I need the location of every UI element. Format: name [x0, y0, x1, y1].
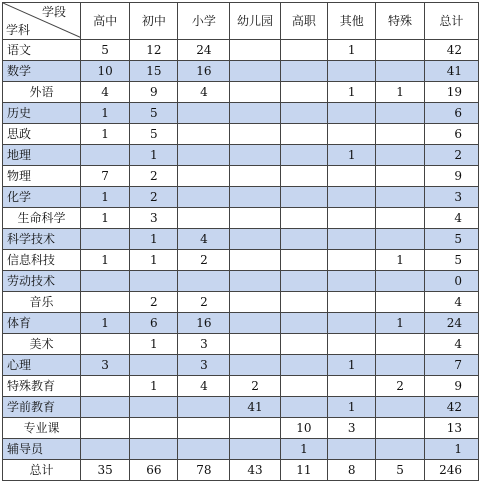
total-cell: 5 — [424, 229, 478, 250]
count-cell: 2 — [230, 376, 280, 397]
count-cell — [280, 208, 327, 229]
count-cell — [81, 418, 130, 439]
count-cell: 1 — [328, 82, 376, 103]
count-cell — [130, 418, 178, 439]
total-cell: 4 — [424, 334, 478, 355]
count-cell — [81, 439, 130, 460]
table-row — [3, 271, 479, 292]
count-cell — [328, 376, 376, 397]
count-cell — [280, 145, 327, 166]
count-cell — [178, 397, 230, 418]
table-row — [3, 397, 479, 418]
count-cell: 8 — [328, 460, 376, 481]
count-cell — [230, 40, 280, 61]
count-cell: 5 — [81, 40, 130, 61]
total-cell: 9 — [424, 376, 478, 397]
count-cell — [328, 313, 376, 334]
subject-cell: 劳动技术 — [3, 271, 81, 292]
count-cell: 35 — [81, 460, 130, 481]
count-cell — [328, 124, 376, 145]
count-cell: 9 — [130, 82, 178, 103]
count-cell: 15 — [130, 61, 178, 82]
count-cell: 5 — [130, 124, 178, 145]
count-cell — [376, 124, 424, 145]
subject-cell: 心理 — [3, 355, 81, 376]
count-cell: 1 — [81, 313, 130, 334]
count-cell — [328, 229, 376, 250]
count-cell: 2 — [130, 292, 178, 313]
count-cell — [280, 271, 327, 292]
count-cell: 1 — [328, 40, 376, 61]
count-cell — [178, 145, 230, 166]
count-cell: 3 — [178, 355, 230, 376]
total-cell: 0 — [424, 271, 478, 292]
count-cell — [178, 208, 230, 229]
total-cell: 7 — [424, 355, 478, 376]
count-cell: 16 — [178, 313, 230, 334]
column-header: 特殊 — [376, 3, 424, 40]
count-cell — [230, 124, 280, 145]
count-cell: 5 — [130, 103, 178, 124]
count-cell — [376, 355, 424, 376]
count-cell: 1 — [328, 355, 376, 376]
table-row — [3, 250, 479, 271]
column-header: 总计 — [424, 3, 478, 40]
count-cell — [230, 250, 280, 271]
count-cell — [230, 439, 280, 460]
count-cell — [81, 229, 130, 250]
count-cell — [376, 166, 424, 187]
count-cell: 10 — [81, 61, 130, 82]
count-cell: 2 — [130, 187, 178, 208]
count-cell — [328, 166, 376, 187]
table-row — [3, 292, 479, 313]
count-cell: 1 — [376, 250, 424, 271]
count-cell — [328, 292, 376, 313]
count-cell: 4 — [178, 82, 230, 103]
count-cell — [376, 208, 424, 229]
count-cell — [280, 250, 327, 271]
subject-cell: 科学技术 — [3, 229, 81, 250]
count-cell: 1 — [130, 250, 178, 271]
table-row — [3, 208, 479, 229]
total-cell: 42 — [424, 397, 478, 418]
count-cell — [280, 166, 327, 187]
total-row — [3, 460, 479, 481]
table-row — [3, 82, 479, 103]
count-cell — [376, 418, 424, 439]
table-row — [3, 313, 479, 334]
count-cell: 6 — [130, 313, 178, 334]
count-cell — [230, 271, 280, 292]
count-cell — [178, 271, 230, 292]
subject-cell: 物理 — [3, 166, 81, 187]
count-cell — [130, 397, 178, 418]
count-cell: 1 — [328, 397, 376, 418]
table-row — [3, 40, 479, 61]
count-cell: 4 — [178, 229, 230, 250]
count-cell — [230, 229, 280, 250]
total-cell: 3 — [424, 187, 478, 208]
count-cell — [328, 250, 376, 271]
count-cell — [328, 271, 376, 292]
count-cell — [376, 103, 424, 124]
subject-cell: 外语 — [3, 82, 81, 103]
count-cell: 1 — [328, 145, 376, 166]
total-cell: 24 — [424, 313, 478, 334]
count-cell — [376, 229, 424, 250]
count-cell — [376, 187, 424, 208]
count-cell: 1 — [376, 313, 424, 334]
count-cell: 2 — [130, 166, 178, 187]
total-cell: 5 — [424, 250, 478, 271]
count-cell — [81, 292, 130, 313]
count-cell — [376, 40, 424, 61]
corner-header-cell — [3, 3, 81, 40]
count-cell — [230, 418, 280, 439]
count-cell — [230, 355, 280, 376]
subject-cell: 辅导员 — [3, 439, 81, 460]
stage-axis-label: 学段 — [42, 5, 67, 19]
subject-cell: 信息科技 — [3, 250, 81, 271]
column-header: 其他 — [328, 3, 376, 40]
count-cell: 78 — [178, 460, 230, 481]
count-cell — [280, 397, 327, 418]
total-cell: 2 — [424, 145, 478, 166]
subject-cell: 数学 — [3, 61, 81, 82]
subject-cell: 特殊教育 — [3, 376, 81, 397]
count-cell — [230, 103, 280, 124]
count-cell: 7 — [81, 166, 130, 187]
header-row — [3, 3, 479, 40]
count-cell: 1 — [130, 229, 178, 250]
count-cell: 1 — [81, 187, 130, 208]
count-cell — [280, 103, 327, 124]
subject-cell: 思政 — [3, 124, 81, 145]
subject-axis-label: 学科 — [6, 23, 31, 37]
table-row — [3, 376, 479, 397]
total-cell: 41 — [424, 61, 478, 82]
count-cell: 1 — [81, 103, 130, 124]
count-cell — [280, 61, 327, 82]
count-cell: 1 — [376, 82, 424, 103]
total-cell: 6 — [424, 124, 478, 145]
total-cell: 6 — [424, 103, 478, 124]
subject-cell: 专业课 — [3, 418, 81, 439]
count-cell: 1 — [81, 250, 130, 271]
count-cell — [280, 40, 327, 61]
count-cell: 3 — [130, 208, 178, 229]
count-cell — [230, 187, 280, 208]
count-cell — [280, 229, 327, 250]
count-cell: 11 — [280, 460, 327, 481]
count-cell — [328, 103, 376, 124]
count-cell: 41 — [230, 397, 280, 418]
count-cell: 3 — [81, 355, 130, 376]
count-cell — [280, 355, 327, 376]
count-cell — [328, 61, 376, 82]
table-row — [3, 103, 479, 124]
table-row — [3, 355, 479, 376]
count-cell — [280, 313, 327, 334]
count-cell: 10 — [280, 418, 327, 439]
count-cell — [81, 145, 130, 166]
total-cell: 19 — [424, 82, 478, 103]
subject-cell: 语文 — [3, 40, 81, 61]
table-row — [3, 334, 479, 355]
table-row — [3, 187, 479, 208]
subject-cell: 学前教育 — [3, 397, 81, 418]
count-cell — [280, 376, 327, 397]
column-header: 高中 — [81, 3, 130, 40]
subject-cell: 音乐 — [3, 292, 81, 313]
count-cell: 4 — [178, 376, 230, 397]
count-cell: 24 — [178, 40, 230, 61]
subject-cell: 历史 — [3, 103, 81, 124]
count-cell: 1 — [280, 439, 327, 460]
count-cell — [81, 271, 130, 292]
column-header: 幼儿园 — [230, 3, 280, 40]
total-cell: 13 — [424, 418, 478, 439]
count-cell: 1 — [81, 208, 130, 229]
count-cell — [376, 271, 424, 292]
table-body — [3, 40, 479, 481]
total-cell: 1 — [424, 439, 478, 460]
count-cell: 2 — [178, 250, 230, 271]
total-cell: 9 — [424, 166, 478, 187]
count-cell — [230, 61, 280, 82]
count-cell — [376, 397, 424, 418]
subject-cell: 美术 — [3, 334, 81, 355]
table-row — [3, 145, 479, 166]
count-cell — [230, 208, 280, 229]
count-cell — [178, 124, 230, 145]
count-cell — [376, 439, 424, 460]
table-row — [3, 61, 479, 82]
count-cell — [230, 145, 280, 166]
subject-stage-table — [2, 2, 479, 481]
column-header: 小学 — [178, 3, 230, 40]
total-cell: 42 — [424, 40, 478, 61]
subject-cell: 化学 — [3, 187, 81, 208]
count-cell — [178, 103, 230, 124]
count-cell: 1 — [130, 145, 178, 166]
subject-cell: 生命科学 — [3, 208, 81, 229]
count-cell — [178, 187, 230, 208]
count-cell: 5 — [376, 460, 424, 481]
table-row — [3, 124, 479, 145]
count-cell: 3 — [178, 334, 230, 355]
count-cell — [328, 334, 376, 355]
count-cell — [230, 313, 280, 334]
count-cell — [328, 439, 376, 460]
count-cell: 43 — [230, 460, 280, 481]
count-cell — [81, 334, 130, 355]
column-header: 高职 — [280, 3, 327, 40]
count-cell — [178, 418, 230, 439]
count-cell: 1 — [81, 124, 130, 145]
count-cell — [230, 292, 280, 313]
count-cell: 16 — [178, 61, 230, 82]
count-cell — [280, 334, 327, 355]
count-cell — [280, 292, 327, 313]
count-cell — [328, 187, 376, 208]
count-cell — [280, 124, 327, 145]
count-cell — [280, 82, 327, 103]
count-cell: 66 — [130, 460, 178, 481]
count-cell — [178, 166, 230, 187]
count-cell — [376, 145, 424, 166]
count-cell — [376, 292, 424, 313]
subject-cell: 体育 — [3, 313, 81, 334]
table-row — [3, 166, 479, 187]
total-cell: 4 — [424, 292, 478, 313]
subject-cell: 地理 — [3, 145, 81, 166]
subject-cell: 总计 — [3, 460, 81, 481]
count-cell: 12 — [130, 40, 178, 61]
count-cell — [81, 397, 130, 418]
count-cell — [130, 439, 178, 460]
count-cell: 4 — [81, 82, 130, 103]
count-cell — [230, 166, 280, 187]
table-row — [3, 439, 479, 460]
count-cell — [178, 439, 230, 460]
count-cell — [230, 334, 280, 355]
count-cell — [81, 376, 130, 397]
count-cell: 1 — [130, 376, 178, 397]
count-cell: 3 — [328, 418, 376, 439]
count-cell — [376, 61, 424, 82]
count-cell: 2 — [178, 292, 230, 313]
total-cell: 4 — [424, 208, 478, 229]
total-cell: 246 — [424, 460, 478, 481]
count-cell: 2 — [376, 376, 424, 397]
count-cell: 1 — [130, 334, 178, 355]
column-header: 初中 — [130, 3, 178, 40]
count-cell — [376, 334, 424, 355]
count-cell — [280, 187, 327, 208]
table-row — [3, 418, 479, 439]
table-row — [3, 229, 479, 250]
count-cell — [130, 271, 178, 292]
count-cell — [130, 355, 178, 376]
count-cell — [230, 82, 280, 103]
count-cell — [328, 208, 376, 229]
